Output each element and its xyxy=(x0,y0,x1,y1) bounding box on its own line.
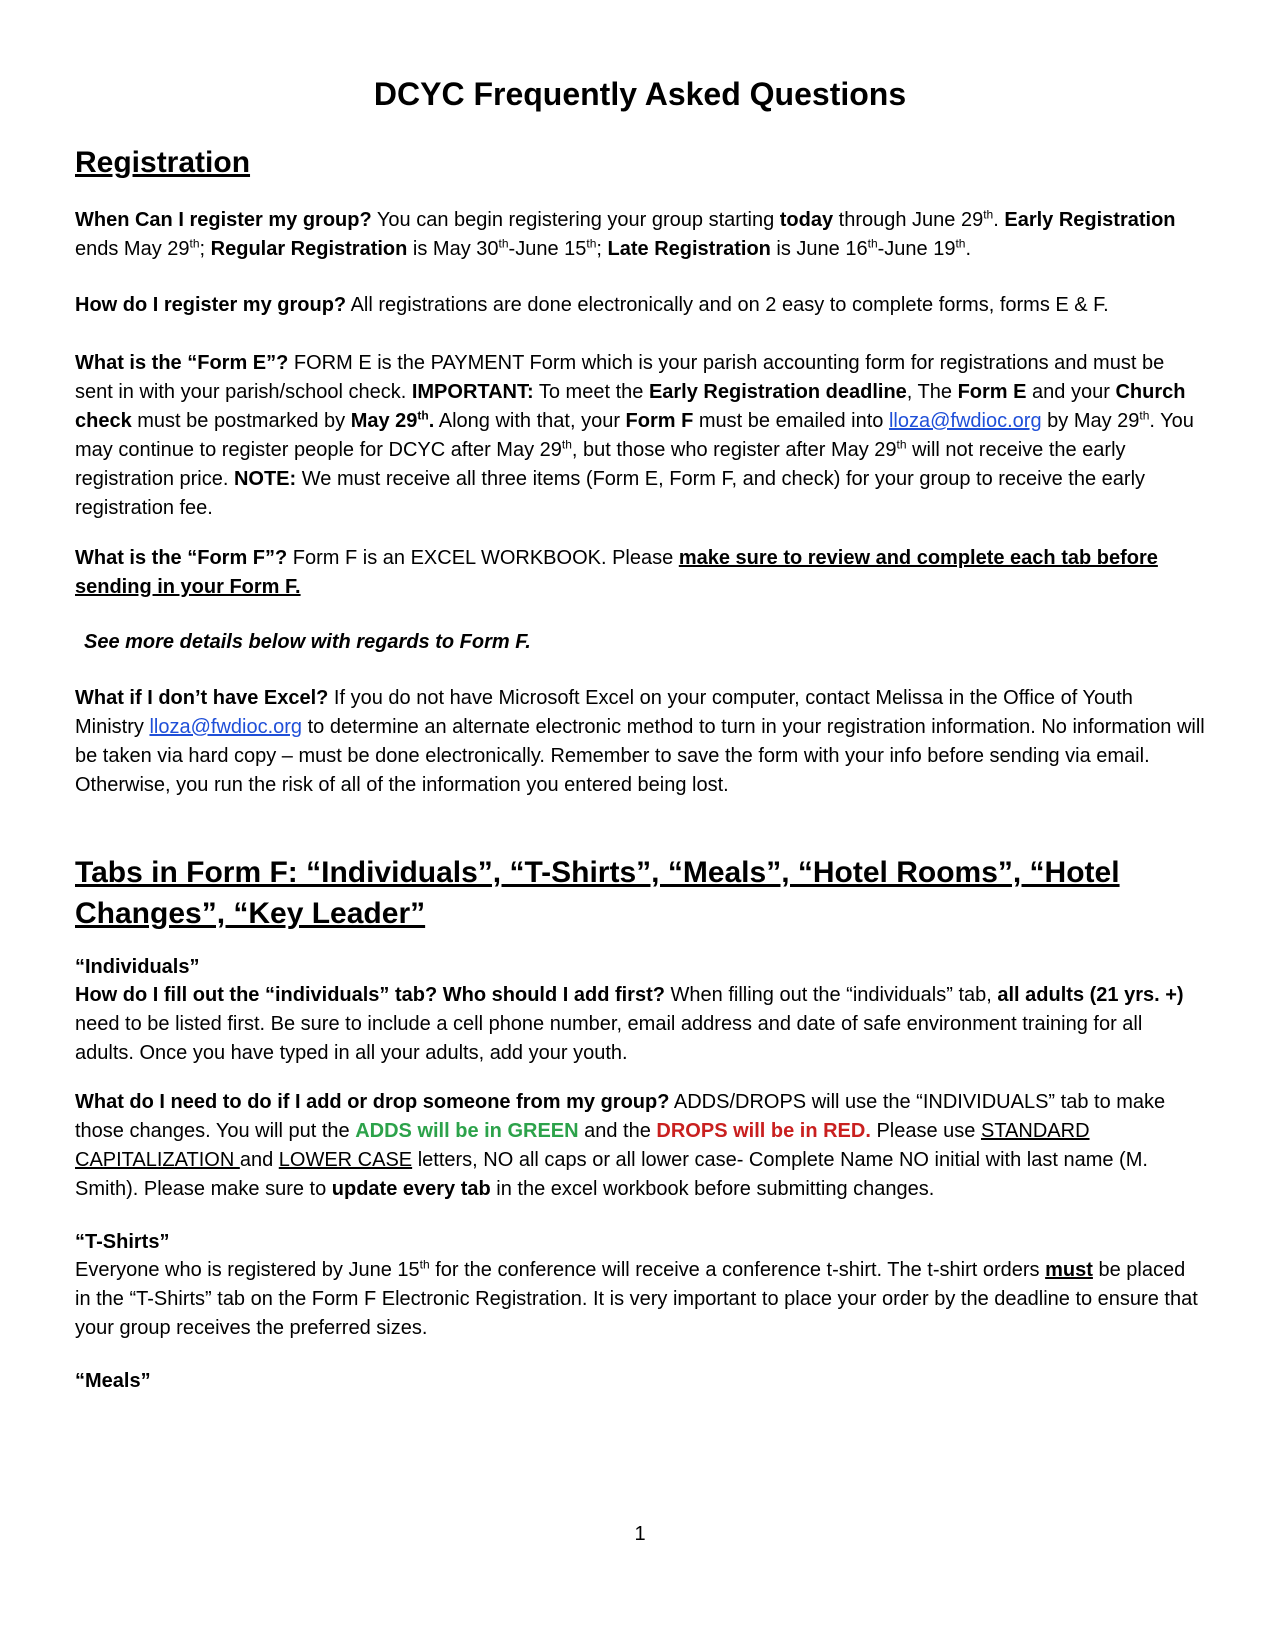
meals-label: “Meals” xyxy=(75,1370,151,1392)
question-label: How do I register my group? xyxy=(75,294,347,316)
drops-red-text: DROPS will be in RED. xyxy=(656,1120,871,1142)
individuals-label: “Individuals” xyxy=(75,956,200,978)
faq-no-excel: What if I don’t have Excel? If you do not have Microsoft Excel on your computer, contact Melissa in the Office of Youth Ministry lloza@fwdioc.org to determine an alternate electronic method to turn in your registration information. No information will be taken via hard copy – must be done electronically. Remember to save the form with your info before sending via email. Otherwise, you run the risk of all of the information you entered being lost. xyxy=(75,687,1205,796)
tshirts-label: “T-Shirts” xyxy=(75,1231,170,1253)
faq-individuals: How do I fill out the “individuals” tab? Who should I add first? When filling out the “individuals” tab, all adults (21 yrs. +) need to be listed first. Be sure to include a cell phone number, email address and date of safe environment training for all adults. Once you have typed in all your adults, add your youth. xyxy=(75,984,1184,1064)
faq-when-register: When Can I register my group? You can begin registering your group starting today through June 29th. Early Registration ends May 29th; Regular Registration is May 30th-June 15th; Late Registration is June 16th-June 19th. xyxy=(75,207,1176,260)
question-label: How do I fill out the “individuals” tab? Who should I add first? xyxy=(75,984,665,1006)
question-label: What is the “Form F”? xyxy=(75,547,288,569)
faq-adds-drops: What do I need to do if I add or drop someone from my group? ADDS/DROPS will use the “INDIVIDUALS” tab to make those changes. You will put the ADDS will be in GREEN and the DROPS will be in RED. Please use STANDARD CAPITALIZATION and LOWER CASE letters, NO all caps or all lower case- Complete Name NO initial with last name (M. Smith). Please make sure to update every tab in the excel workbook before submitting changes. xyxy=(75,1091,1166,1200)
question-label: What is the “Form E”? xyxy=(75,352,289,374)
tshirts-info: Everyone who is registered by June 15th for the conference will receive a conference t-shirt. The t-shirt orders must be placed in the “T-Shirts” tab on the Form F Electronic Registration. It is very important to place your order by the deadline to ensure that your group receives the preferred sizes. xyxy=(75,1257,1198,1339)
page-number: 1 xyxy=(634,1523,646,1545)
faq-form-f: What is the “Form F”? Form F is an EXCEL WORKBOOK. Please make sure to review and complete each tab before sending in your Form F. xyxy=(75,547,1158,598)
registration-heading: Registration xyxy=(75,146,251,179)
question-label: What do I need to do if I add or drop someone from my group? xyxy=(75,1091,670,1113)
faq-form-e: What is the “Form E”? FORM E is the PAYMENT Form which is your parish accounting form for registrations and must be sent in with your parish/school check. IMPORTANT: To meet the Early Registration deadline, The Form E and your Church check must be postmarked by May 29th. Along with that, your Form F must be emailed into lloza@fwdioc.org by May 29th. You may continue to register people for DCYC after May 29th, but those who register after May 29th will not receive the early registration price. NOTE: We must receive all three items (Form E, Form F, and check) for your group to receive the early registration fee. xyxy=(75,352,1194,519)
question-label: What if I don’t have Excel? xyxy=(75,687,329,709)
faq-how-register: How do I register my group? All registrations are done electronically and on 2 easy to complete forms, forms E & F. xyxy=(75,294,1109,316)
page-title: DCYC Frequently Asked Questions xyxy=(373,76,907,112)
email-link[interactable]: lloza@fwdioc.org xyxy=(888,410,1042,432)
question-label: When Can I register my group? xyxy=(75,209,372,231)
email-link[interactable]: lloza@fwdioc.org xyxy=(149,716,303,738)
see-more-note: See more details below with regards to Form F. xyxy=(84,631,531,653)
adds-green-text: ADDS will be in GREEN xyxy=(355,1120,579,1142)
form-f-tabs-heading: Tabs in Form F: “Individuals”, “T-Shirts”, “Meals”, “Hotel Rooms”, “Hotel Changes”, “Key Leader” xyxy=(75,856,1120,930)
